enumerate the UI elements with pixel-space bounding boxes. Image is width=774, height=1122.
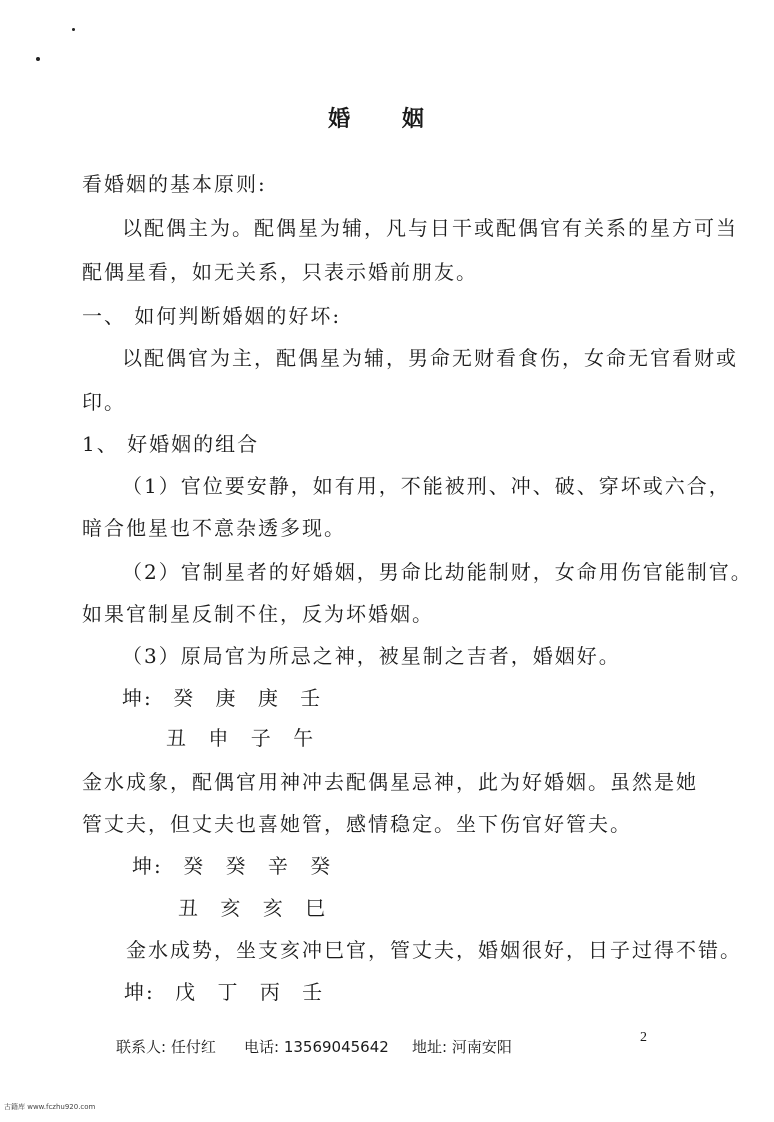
example3-stems-row bbox=[124, 976, 324, 1005]
example1-comment: 金水成象，配偶官用神冲去配偶星忌神，此为好婚姻。虽然是她 bbox=[82, 770, 698, 794]
paragraph-line: 暗合他星也不意杂透多现。 bbox=[82, 516, 346, 540]
example1-stems: 癸 庚 庚 壬 bbox=[173, 686, 323, 710]
example3-label: 坤: bbox=[124, 980, 155, 1004]
page-title: 婚 姻 bbox=[328, 106, 446, 132]
scan-speck bbox=[36, 57, 40, 61]
example1-label: 坤: bbox=[122, 686, 153, 710]
principle-heading: 看婚姻的基本原则: bbox=[82, 172, 267, 196]
page-number: 2 bbox=[640, 1030, 647, 1045]
paragraph-line: 以配偶主为。配偶星为辅，凡与日干或配偶官有关系的星方可当 bbox=[122, 216, 738, 240]
paragraph-line: （3）原局官为所忌之神，被星制之吉者，婚姻好。 bbox=[122, 644, 621, 668]
footer-contact: 联系人: 任付红 bbox=[116, 1038, 216, 1056]
watermark: 古籍库 www.fczhu920.com bbox=[4, 1103, 96, 1111]
footer-phone: 电话: 13569045642 bbox=[244, 1038, 389, 1056]
scan-speck bbox=[72, 28, 75, 31]
paragraph-line: 如果官制星反制不住，反为坏婚姻。 bbox=[82, 602, 434, 626]
example2-branches: 丑 亥 亥 巳 bbox=[178, 896, 328, 920]
example1-branches: 丑 申 子 午 bbox=[166, 726, 316, 750]
example1-comment: 管丈夫，但丈夫也喜她管，感情稳定。坐下伤官好管夫。 bbox=[82, 812, 632, 836]
example2-label: 坤: bbox=[132, 854, 163, 878]
example2-stems-row bbox=[132, 850, 332, 879]
example3-stems: 戊 丁 丙 壬 bbox=[175, 980, 325, 1004]
paragraph-line: （1）官位要安静，如有用，不能被刑、冲、破、穿坏或六合， bbox=[122, 474, 731, 498]
paragraph-line: 印。 bbox=[82, 390, 126, 414]
subsection-heading: 1、 好婚姻的组合 bbox=[82, 432, 260, 456]
section-heading: 一、 如何判断婚姻的好坏: bbox=[82, 304, 342, 328]
paragraph-line: 配偶星看，如无关系，只表示婚前朋友。 bbox=[82, 260, 478, 284]
example1-stems-row bbox=[122, 682, 322, 711]
example2-comment: 金水成势，坐支亥冲巳官，管丈夫，婚姻很好，日子过得不错。 bbox=[126, 938, 742, 962]
example2-stems: 癸 癸 辛 癸 bbox=[183, 854, 333, 878]
footer-address: 地址: 河南安阳 bbox=[412, 1038, 512, 1056]
paragraph-line: （2）官制星者的好婚姻，男命比劫能制财，女命用伤官能制官。 bbox=[122, 560, 753, 584]
paragraph-line: 以配偶官为主，配偶星为辅，男命无财看食伤，女命无官看财或 bbox=[122, 346, 738, 370]
